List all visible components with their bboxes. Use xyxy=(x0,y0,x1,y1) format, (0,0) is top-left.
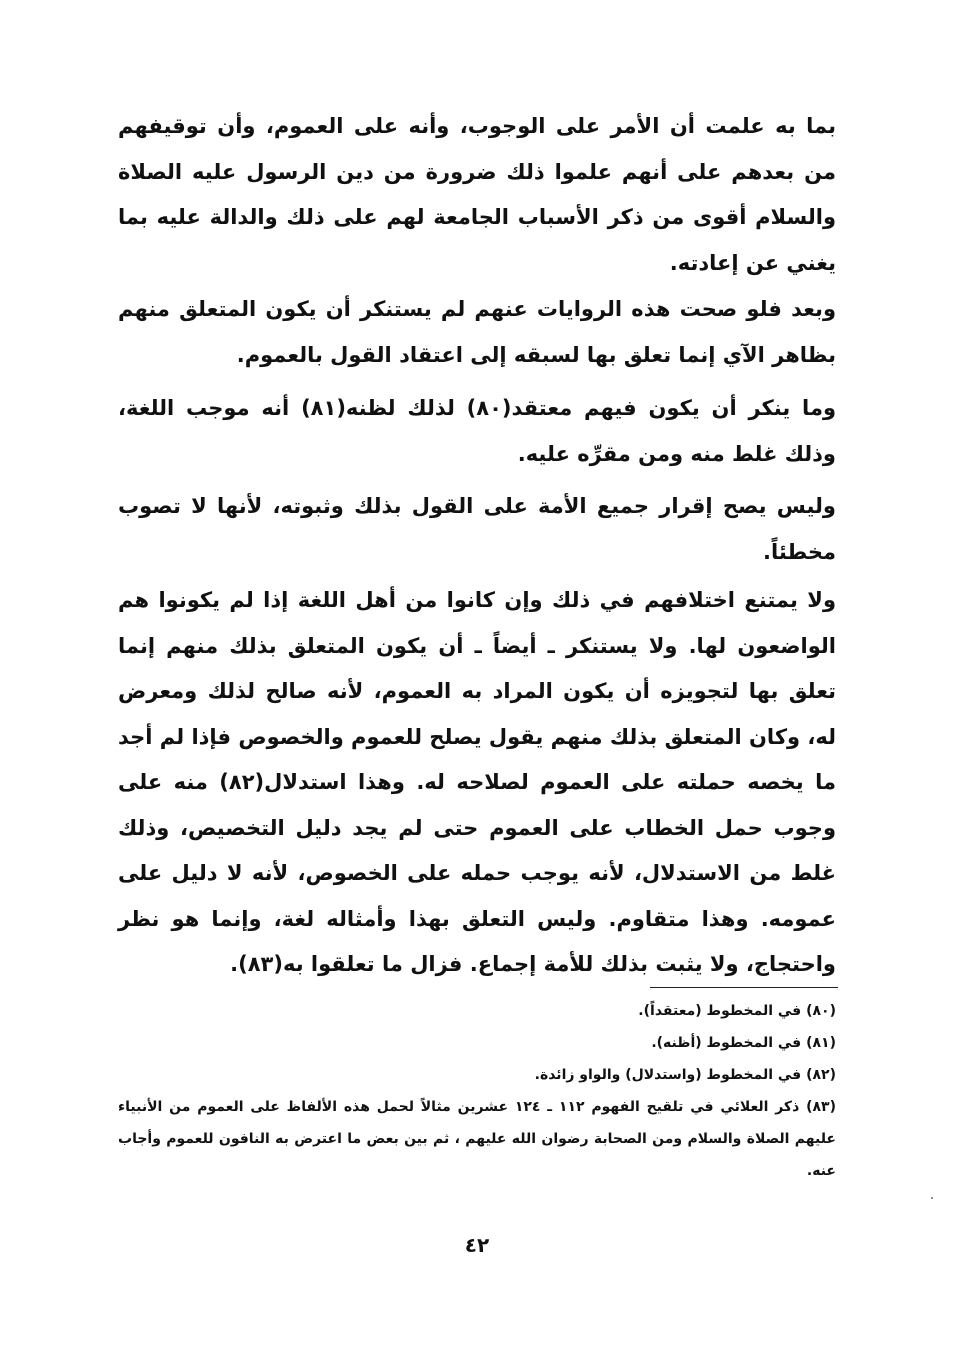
scan-speck xyxy=(931,1197,933,1199)
paragraph-text: وليس يصح إقرار جميع الأمة على القول بذلك وثبوته، لأنها لا تصوب مخطئاً. xyxy=(118,494,836,564)
page-number: ٤٢ xyxy=(464,1233,490,1257)
footnotes xyxy=(118,995,836,1187)
paragraph-3 xyxy=(118,386,836,477)
footnote-81: (٨١) في المخطوط (أظنه). xyxy=(651,1035,836,1051)
footnote-83: (٨٣) ذكر العلائي في تلقيح الفهوم ١١٢ ـ ١٢٤ عشرين مثالاً لحمل هذه الألفاظ على العموم من الأنبياء عليهم الصلاة والسلام ومن الصحابة رضوان الله عليهم ، ثم بين بعض ما اعترض به النافون للعموم وأجاب عنه. xyxy=(118,1099,836,1179)
paragraph-1 xyxy=(118,104,836,286)
footnote-divider xyxy=(650,987,838,988)
paragraph-5 xyxy=(118,578,836,988)
paragraph-text: وما ينكر أن يكون فيهم معتقد(٨٠) لذلك لظنه(٨١) أنه موجب اللغة، وذلك غلط منه ومن مقرِّه عليه. xyxy=(118,396,836,466)
footnote-82: (٨٢) في المخطوط (واستدلال) والواو زائدة. xyxy=(534,1067,836,1083)
paragraph-text: ولا يمتنع اختلافهم في ذلك وإن كانوا من أهل اللغة إذا لم يكونوا هم الواضعون لها. ولا يستنكر ـ أيضاً ـ أن يكون المتعلق بذلك منهم إنما تعلق بها لتجويزه أن يكون المراد به العموم، لأنه صالح لذلك ومعرض له، وكان المتعلق بذلك منهم يقول يصلح للعموم والخصوص فإذا لم أجد ما يخصه حملته على العموم لصلاحه له. وهذا استدلال(٨٢) منه على وجوب حمل الخطاب على العموم حتى لم يجد دليل التخصيص، وذلك غلط من الاستدلال، لأنه يوجب حمله على الخصوص، لأنه لا دليل على عمومه. وهذا متقاوم. وليس التعلق بهذا وأمثاله لغة، وإنما هو نظر واحتجاج، ولا يثبت بذلك للأمة إجماع. فزال ما تعلقوا به(٨٣). xyxy=(118,588,836,976)
paragraph-text: وبعد فلو صحت هذه الروايات عنهم لم يستنكر أن يكون المتعلق منهم بظاهر الآي إنما تعلق بها لسبقه إلى اعتقاد القول بالعموم. xyxy=(118,297,836,367)
footnote-80: (٨٠) في المخطوط (معتقداً). xyxy=(638,1003,836,1019)
paragraph-4 xyxy=(118,484,836,575)
paragraph-text: بما به علمت أن الأمر على الوجوب، وأنه على العموم، وأن توقيفهم من بعدهم على أنهم علموا ذلك ضرورة من دين الرسول عليه الصلاة والسلام أقوى من ذكر الأسباب الجامعة لهم على ذلك والدالة عليه بما يغني عن إعادته. xyxy=(118,114,836,275)
paragraph-2 xyxy=(118,287,836,378)
